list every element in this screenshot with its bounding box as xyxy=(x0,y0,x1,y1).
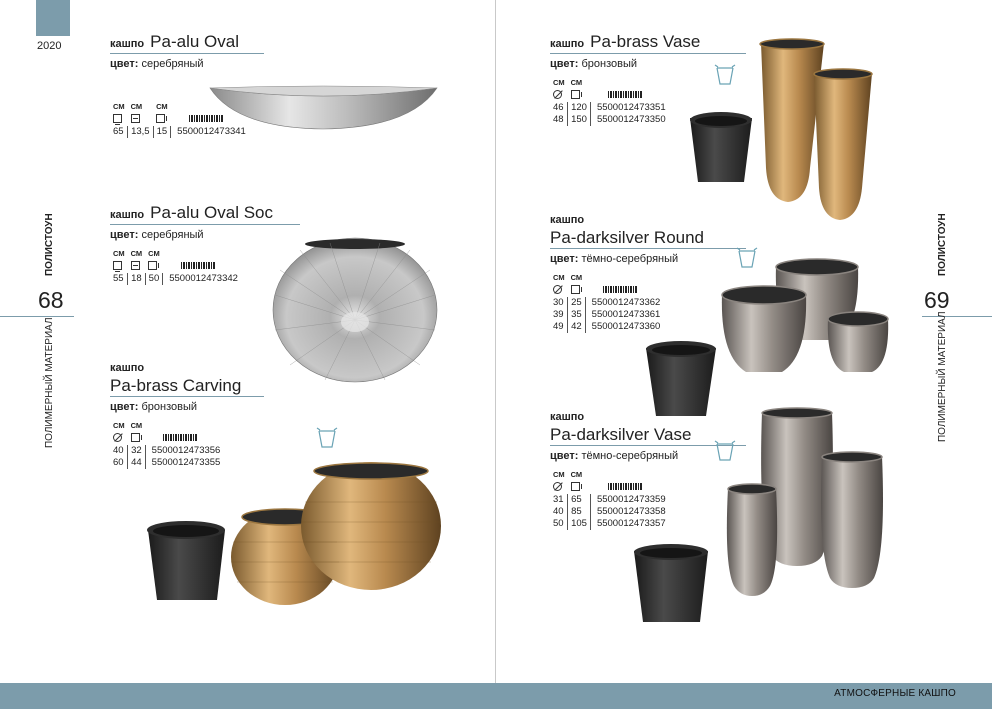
side-label-material-top: ПОЛИСТОУН xyxy=(937,213,948,276)
product-pa-brass-carving xyxy=(110,358,264,469)
depth-icon xyxy=(571,285,580,294)
pa-brass-carving-image xyxy=(145,462,445,607)
height-icon xyxy=(113,261,122,270)
product-kind: кашпо xyxy=(550,214,585,226)
product-kind: кашпо xyxy=(550,411,585,423)
spec-table: СМ СМ 30 25 5500012473362 39 35 5500012473361 49 42 5500012473360 xyxy=(550,273,746,333)
page-number-right: 69 xyxy=(924,287,950,313)
product-color: цвет: серебряный xyxy=(110,58,204,70)
depth-icon xyxy=(571,482,580,491)
pa-alu-oval-soc-image xyxy=(270,235,440,385)
right-page xyxy=(496,0,992,709)
year-label: 2020 xyxy=(37,40,62,52)
side-label-material-bottom: ПОЛИМЕРНЫЙ МАТЕРИАЛ xyxy=(937,311,948,442)
barcode-icon xyxy=(603,286,637,293)
product-name: Pa-alu Oval Soc xyxy=(150,203,273,222)
height-icon xyxy=(113,114,122,123)
side-label-material-bottom: ПОЛИМЕРНЫЙ МАТЕРИАЛ xyxy=(44,317,55,448)
product-name: Pa-brass Carving xyxy=(110,376,242,395)
product-kind: кашпо xyxy=(110,209,145,221)
depth-icon xyxy=(148,261,157,270)
product-name: Pa-alu Oval xyxy=(150,32,239,51)
barcode-icon xyxy=(181,262,215,269)
barcode-icon xyxy=(163,434,197,441)
pa-brass-vase-image xyxy=(686,38,886,223)
barcode-icon xyxy=(608,91,642,98)
product-name: Pa-darksilver Vase xyxy=(550,425,692,444)
product-color: цвет: бронзовый xyxy=(110,401,198,413)
insert-pot-icon xyxy=(316,425,338,449)
product-kind: кашпо xyxy=(550,38,585,50)
pa-darksilver-vase-image xyxy=(634,406,894,628)
page-number-rule xyxy=(922,316,992,317)
spec-table: СМ СМ 31 65 5500012473359 40 85 5500012473358 50 105 5500012473357 xyxy=(550,470,746,530)
spec-table: СМ СМ СМ 55 18 50 5500012473342 xyxy=(110,249,300,285)
diameter-icon xyxy=(113,433,122,442)
footer-bar xyxy=(0,683,992,709)
pa-darksilver-round-image xyxy=(646,256,896,421)
product-name: Pa-brass Vase xyxy=(590,32,701,51)
depth-icon xyxy=(571,90,580,99)
product-color: цвет: серебряный xyxy=(110,229,204,241)
spec-table: СМ СМ 46 120 5500012473351 48 150 5500012473350 xyxy=(550,78,746,126)
spec-table: СМ СМ СМ 65 13,5 15 5500012473341 xyxy=(110,102,264,138)
pa-alu-oval-image xyxy=(205,82,441,132)
page-number-left: 68 xyxy=(38,287,64,313)
product-color: цвет: тёмно-серебряный xyxy=(550,450,679,462)
depth-icon xyxy=(131,433,140,442)
width-icon xyxy=(131,114,140,123)
depth-icon xyxy=(156,114,165,123)
diameter-icon xyxy=(553,482,562,491)
product-kind: кашпо xyxy=(110,362,145,374)
side-label-material-top: ПОЛИСТОУН xyxy=(44,213,55,276)
product-name: Pa-darksilver Round xyxy=(550,228,705,247)
diameter-icon xyxy=(553,285,562,294)
product-kind: кашпо xyxy=(110,38,145,50)
footer-title: АТМОСФЕРНЫЕ КАШПО xyxy=(834,688,956,699)
diameter-icon xyxy=(553,90,562,99)
width-icon xyxy=(131,261,140,270)
spec-table: СМ СМ 40 32 5500012473356 60 44 5500012473355 xyxy=(110,421,264,469)
product-color: цвет: бронзовый xyxy=(550,58,638,70)
product-color: цвет: тёмно-серебряный xyxy=(550,253,679,265)
page-number-rule xyxy=(0,316,74,317)
year-tab xyxy=(36,0,70,36)
